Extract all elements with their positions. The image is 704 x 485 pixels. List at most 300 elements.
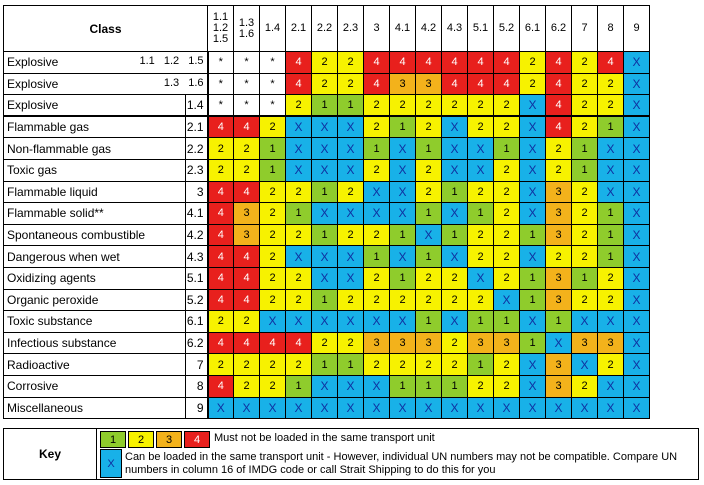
segregation-cell: X	[546, 332, 572, 354]
segregation-cell: 3	[546, 267, 572, 289]
table-row	[4, 116, 650, 138]
segregation-cell: 2	[208, 159, 234, 181]
segregation-cell: X	[598, 375, 624, 397]
segregation-cell: 4	[468, 52, 494, 74]
segregation-cell: 2	[286, 95, 312, 117]
segregation-cell: X	[416, 397, 442, 419]
segregation-cell: X	[338, 375, 364, 397]
row-name: Toxic substance	[4, 311, 186, 333]
table-row	[4, 397, 650, 419]
column-header: 2.2	[312, 6, 338, 52]
segregation-cell: 2	[572, 203, 598, 225]
segregation-cell: X	[520, 375, 546, 397]
segregation-cell: 2	[494, 354, 520, 376]
segregation-cell: 2	[234, 311, 260, 333]
segregation-cell: 3	[234, 203, 260, 225]
segregation-cell: 1	[598, 203, 624, 225]
segregation-cell: 2	[338, 289, 364, 311]
segregation-cell: 1	[390, 224, 416, 246]
row-class-number: 5.1	[186, 267, 208, 289]
row-name: Spontaneous combustible	[4, 224, 186, 246]
segregation-cell: 1	[312, 95, 338, 117]
segregation-cell: 3	[390, 332, 416, 354]
segregation-cell: X	[598, 311, 624, 333]
segregation-cell: 4	[468, 73, 494, 95]
segregation-cell: 1	[572, 267, 598, 289]
row-class-number: 8	[186, 375, 208, 397]
segregation-cell: 1	[416, 138, 442, 160]
segregation-cell: 2	[520, 52, 546, 74]
segregation-cell: 4	[442, 73, 468, 95]
row-name: Toxic gas	[4, 159, 186, 181]
segregation-cell: 2	[416, 267, 442, 289]
segregation-cell: 2	[416, 95, 442, 117]
segregation-cell: X	[468, 159, 494, 181]
row-name: Miscellaneous	[4, 397, 186, 419]
row-name: Flammable solid**	[4, 203, 186, 225]
segregation-cell: 2	[468, 246, 494, 268]
column-header: 8	[598, 6, 624, 52]
row-name: Explosive	[4, 95, 186, 117]
row-class-number: 6.1	[186, 311, 208, 333]
row-subclasses: 1.1 1.2 1.5	[139, 55, 204, 68]
segregation-cell: X	[442, 203, 468, 225]
segregation-cell: 4	[286, 52, 312, 74]
segregation-cell: X	[572, 354, 598, 376]
segregation-cell: X	[572, 397, 598, 419]
row-subclasses: 1.3 1.6	[163, 76, 204, 89]
segregation-cell: 1	[598, 116, 624, 138]
segregation-cell: 2	[260, 289, 286, 311]
segregation-cell: 2	[390, 289, 416, 311]
segregation-cell: 2	[442, 289, 468, 311]
column-header: 7	[572, 6, 598, 52]
segregation-cell: X	[364, 375, 390, 397]
segregation-cell: 3	[416, 332, 442, 354]
segregation-cell: 1	[390, 375, 416, 397]
segregation-cell: X	[598, 181, 624, 203]
segregation-cell: X	[286, 116, 312, 138]
segregation-cell: 3	[364, 332, 390, 354]
segregation-cell: 2	[442, 267, 468, 289]
segregation-cell: 2	[286, 224, 312, 246]
segregation-cell: 4	[234, 267, 260, 289]
segregation-cell: 2	[494, 375, 520, 397]
segregation-cell: 2	[260, 224, 286, 246]
segregation-cell: 2	[494, 159, 520, 181]
segregation-cell: 3	[598, 332, 624, 354]
segregation-cell: 3	[572, 332, 598, 354]
row-class-number: 5.2	[186, 289, 208, 311]
segregation-cell: 2	[390, 354, 416, 376]
segregation-cell: X	[468, 397, 494, 419]
segregation-cell: 2	[572, 95, 598, 117]
segregation-cell: X	[312, 375, 338, 397]
segregation-cell: X	[598, 397, 624, 419]
segregation-cell: X	[312, 203, 338, 225]
segregation-cell: X	[286, 311, 312, 333]
segregation-cell: X	[572, 311, 598, 333]
row-class-number: 4.2	[186, 224, 208, 246]
segregation-cell: *	[208, 73, 234, 95]
segregation-cell: 2	[208, 311, 234, 333]
segregation-cell: X	[520, 138, 546, 160]
segregation-cell: 2	[572, 246, 598, 268]
segregation-cell: X	[624, 267, 650, 289]
segregation-cell: X	[520, 181, 546, 203]
segregation-cell: X	[442, 138, 468, 160]
segregation-cell: 3	[546, 203, 572, 225]
segregation-cell: 4	[208, 224, 234, 246]
segregation-cell: 2	[364, 116, 390, 138]
column-header: 5.1	[468, 6, 494, 52]
segregation-cell: X	[312, 116, 338, 138]
table-row	[4, 375, 650, 397]
segregation-cell: 4	[546, 95, 572, 117]
row-name: Infectious substance	[4, 332, 186, 354]
segregation-cell: X	[520, 159, 546, 181]
row-name: Non-flammable gas	[4, 138, 186, 160]
segregation-cell: 4	[364, 73, 390, 95]
segregation-cell: 1	[312, 181, 338, 203]
segregation-cell: X	[286, 159, 312, 181]
segregation-cell: *	[234, 52, 260, 74]
segregation-cell: 2	[442, 95, 468, 117]
segregation-cell: X	[364, 203, 390, 225]
segregation-cell: 2	[234, 375, 260, 397]
segregation-cell: 4	[208, 181, 234, 203]
segregation-cell: X	[312, 159, 338, 181]
segregation-cell: *	[260, 73, 286, 95]
segregation-cell: X	[520, 397, 546, 419]
table-row	[4, 332, 650, 354]
segregation-cell: 1	[286, 375, 312, 397]
segregation-cell: 2	[390, 95, 416, 117]
table-row	[4, 52, 650, 74]
segregation-cell: 2	[364, 224, 390, 246]
segregation-cell: 1	[416, 246, 442, 268]
segregation-cell: X	[442, 116, 468, 138]
segregation-cell: 2	[260, 181, 286, 203]
segregation-cell: 2	[468, 375, 494, 397]
key-swatch-3: 3	[156, 431, 182, 448]
segregation-cell: 2	[572, 181, 598, 203]
segregation-cell: X	[520, 95, 546, 117]
segregation-cell: *	[260, 95, 286, 117]
segregation-cell: 2	[468, 289, 494, 311]
segregation-cell: 2	[312, 332, 338, 354]
segregation-cell: 3	[416, 73, 442, 95]
segregation-cell: X	[520, 203, 546, 225]
row-name: Flammable liquid	[4, 181, 186, 203]
row-name: Explosive	[7, 76, 59, 91]
segregation-cell: 2	[286, 354, 312, 376]
segregation-cell: 1	[390, 267, 416, 289]
segregation-cell: 2	[260, 375, 286, 397]
segregation-cell: X	[442, 246, 468, 268]
segregation-cell: 1	[442, 181, 468, 203]
row-label	[4, 73, 208, 95]
segregation-cell: X	[390, 397, 416, 419]
column-header: 4.3	[442, 6, 468, 52]
segregation-cell: 2	[546, 138, 572, 160]
segregation-cell: X	[364, 311, 390, 333]
segregation-cell: X	[468, 138, 494, 160]
segregation-cell: 4	[234, 116, 260, 138]
segregation-cell: 3	[546, 354, 572, 376]
segregation-cell: X	[338, 116, 364, 138]
segregation-cell: 4	[286, 73, 312, 95]
segregation-cell: 1	[260, 138, 286, 160]
segregation-cell: X	[312, 311, 338, 333]
row-name: Radioactive	[4, 354, 186, 376]
segregation-cell: 4	[208, 289, 234, 311]
segregation-cell: X	[520, 116, 546, 138]
segregation-cell: 2	[416, 289, 442, 311]
segregation-cell: X	[624, 52, 650, 74]
row-name: Flammable gas	[4, 116, 186, 138]
key-legend	[3, 428, 699, 480]
key-swatch-2: 2	[128, 431, 154, 448]
segregation-cell: 4	[208, 375, 234, 397]
segregation-cell: 1	[364, 246, 390, 268]
segregation-cell: 2	[364, 267, 390, 289]
segregation-cell: 4	[494, 73, 520, 95]
table-row	[4, 246, 650, 268]
key-label: Key	[4, 429, 97, 479]
segregation-cell: 2	[260, 116, 286, 138]
segregation-cell: 2	[286, 181, 312, 203]
segregation-cell: 2	[572, 73, 598, 95]
segregation-cell: X	[338, 138, 364, 160]
segregation-cell: X	[260, 311, 286, 333]
column-header: 1.3 1.6	[234, 6, 260, 52]
segregation-cell: 4	[598, 52, 624, 74]
segregation-cell: *	[208, 52, 234, 74]
key-swatch-4: 4	[184, 431, 210, 448]
segregation-cell: 2	[364, 289, 390, 311]
column-header: 6.2	[546, 6, 572, 52]
segregation-cell: X	[624, 397, 650, 419]
segregation-cell: 2	[494, 95, 520, 117]
segregation-cell: *	[260, 52, 286, 74]
segregation-cell: 2	[312, 52, 338, 74]
segregation-cell: 2	[416, 116, 442, 138]
row-name: Organic peroxide	[4, 289, 186, 311]
segregation-cell: 4	[208, 116, 234, 138]
column-header: 9	[624, 6, 650, 52]
segregation-cell: X	[442, 397, 468, 419]
segregation-cell: X	[598, 138, 624, 160]
segregation-cell: X	[338, 159, 364, 181]
segregation-cell: 2	[338, 332, 364, 354]
table-row	[4, 73, 650, 95]
segregation-cell: 2	[572, 224, 598, 246]
segregation-cell: X	[442, 311, 468, 333]
row-class-number: 2.3	[186, 159, 208, 181]
segregation-table	[3, 5, 650, 419]
header-row	[4, 6, 650, 52]
segregation-cell: X	[624, 354, 650, 376]
segregation-cell: 2	[598, 267, 624, 289]
segregation-cell: 1	[494, 311, 520, 333]
segregation-cell: 2	[364, 95, 390, 117]
table-body	[4, 52, 650, 419]
segregation-cell: X	[494, 397, 520, 419]
segregation-cell: X	[624, 332, 650, 354]
segregation-cell: 4	[546, 73, 572, 95]
column-header: 1.4	[260, 6, 286, 52]
segregation-cell: 2	[572, 116, 598, 138]
segregation-cell: 1	[312, 289, 338, 311]
segregation-cell: 2	[572, 289, 598, 311]
segregation-cell: X	[624, 159, 650, 181]
segregation-cell: 1	[520, 332, 546, 354]
segregation-cell: 1	[364, 138, 390, 160]
segregation-cell: *	[208, 95, 234, 117]
segregation-cell: 2	[546, 159, 572, 181]
segregation-cell: 1	[260, 159, 286, 181]
segregation-cell: X	[520, 246, 546, 268]
segregation-cell: X	[624, 73, 650, 95]
segregation-cell: 2	[468, 224, 494, 246]
segregation-cell: 3	[390, 73, 416, 95]
segregation-cell: X	[624, 224, 650, 246]
segregation-cell: X	[390, 311, 416, 333]
class-header: Class	[4, 6, 208, 52]
segregation-cell: 1	[520, 267, 546, 289]
table-row	[4, 267, 650, 289]
segregation-cell: 2	[494, 181, 520, 203]
segregation-cell: 2	[364, 354, 390, 376]
segregation-cell: 4	[546, 116, 572, 138]
row-class-number: 7	[186, 354, 208, 376]
segregation-cell: 4	[208, 332, 234, 354]
key-swatch-1: 1	[100, 431, 126, 448]
segregation-cell: 2	[494, 203, 520, 225]
segregation-cell: 1	[598, 224, 624, 246]
segregation-cell: 1	[572, 159, 598, 181]
segregation-cell: 2	[572, 375, 598, 397]
segregation-cell: X	[208, 397, 234, 419]
column-header: 6.1	[520, 6, 546, 52]
segregation-cell: X	[598, 159, 624, 181]
segregation-cell: X	[390, 246, 416, 268]
segregation-cell: X	[390, 181, 416, 203]
row-name: Explosive	[7, 55, 59, 70]
segregation-cell: 2	[208, 354, 234, 376]
segregation-cell: X	[520, 354, 546, 376]
table-row	[4, 311, 650, 333]
segregation-cell: 4	[234, 181, 260, 203]
segregation-cell: X	[468, 267, 494, 289]
segregation-cell: 2	[416, 181, 442, 203]
segregation-cell: X	[390, 138, 416, 160]
table-row	[4, 95, 650, 117]
segregation-cell: X	[546, 397, 572, 419]
segregation-cell: X	[624, 289, 650, 311]
segregation-cell: X	[624, 95, 650, 117]
segregation-cell: 2	[260, 246, 286, 268]
segregation-cell: X	[624, 311, 650, 333]
segregation-cell: X	[312, 246, 338, 268]
segregation-cell: 2	[520, 73, 546, 95]
table-row	[4, 289, 650, 311]
segregation-cell: 1	[416, 203, 442, 225]
segregation-cell: 2	[260, 354, 286, 376]
segregation-cell: 2	[494, 224, 520, 246]
segregation-cell: 4	[208, 246, 234, 268]
segregation-cell: X	[364, 181, 390, 203]
segregation-cell: X	[338, 311, 364, 333]
row-class-number: 4.1	[186, 203, 208, 225]
segregation-cell: 1	[416, 375, 442, 397]
segregation-cell: 2	[494, 116, 520, 138]
table-row	[4, 181, 650, 203]
segregation-cell: 4	[208, 203, 234, 225]
segregation-cell: 2	[598, 289, 624, 311]
row-name: Corrosive	[4, 375, 186, 397]
segregation-cell: X	[416, 224, 442, 246]
segregation-cell: X	[624, 246, 650, 268]
segregation-cell: 1	[312, 224, 338, 246]
row-class-number: 6.2	[186, 332, 208, 354]
column-header: 4.1	[390, 6, 416, 52]
segregation-cell: 2	[572, 52, 598, 74]
row-label	[4, 52, 208, 74]
segregation-cell: 1	[338, 95, 364, 117]
segregation-cell: 4	[546, 52, 572, 74]
column-header: 5.2	[494, 6, 520, 52]
segregation-cell: 2	[260, 203, 286, 225]
segregation-cell: X	[312, 138, 338, 160]
segregation-cell: 1	[494, 138, 520, 160]
segregation-cell: 2	[494, 246, 520, 268]
segregation-cell: X	[338, 397, 364, 419]
segregation-cell: X	[442, 159, 468, 181]
column-header: 1.1 1.2 1.5	[208, 6, 234, 52]
segregation-cell: X	[624, 203, 650, 225]
row-class-number: 4.3	[186, 246, 208, 268]
segregation-cell: 1	[520, 289, 546, 311]
segregation-cell: X	[312, 267, 338, 289]
segregation-cell: 2	[286, 289, 312, 311]
segregation-cell: 4	[364, 52, 390, 74]
segregation-cell: 2	[234, 138, 260, 160]
table-row	[4, 224, 650, 246]
segregation-cell: 2	[598, 354, 624, 376]
segregation-cell: 1	[468, 354, 494, 376]
segregation-cell: 4	[286, 332, 312, 354]
segregation-cell: 4	[234, 332, 260, 354]
table-row	[4, 203, 650, 225]
segregation-cell: 3	[546, 224, 572, 246]
column-header: 4.2	[416, 6, 442, 52]
segregation-cell: 2	[364, 159, 390, 181]
column-header: 2.1	[286, 6, 312, 52]
segregation-cell: 1	[468, 203, 494, 225]
segregation-cell: 3	[546, 375, 572, 397]
row-class-number: 2.1	[186, 116, 208, 138]
segregation-cell: 2	[338, 73, 364, 95]
segregation-cell: 1	[286, 203, 312, 225]
segregation-cell: X	[624, 181, 650, 203]
segregation-cell: X	[234, 397, 260, 419]
segregation-cell: 4	[442, 52, 468, 74]
column-header: 3	[364, 6, 390, 52]
segregation-cell: X	[624, 375, 650, 397]
segregation-cell: 2	[208, 138, 234, 160]
